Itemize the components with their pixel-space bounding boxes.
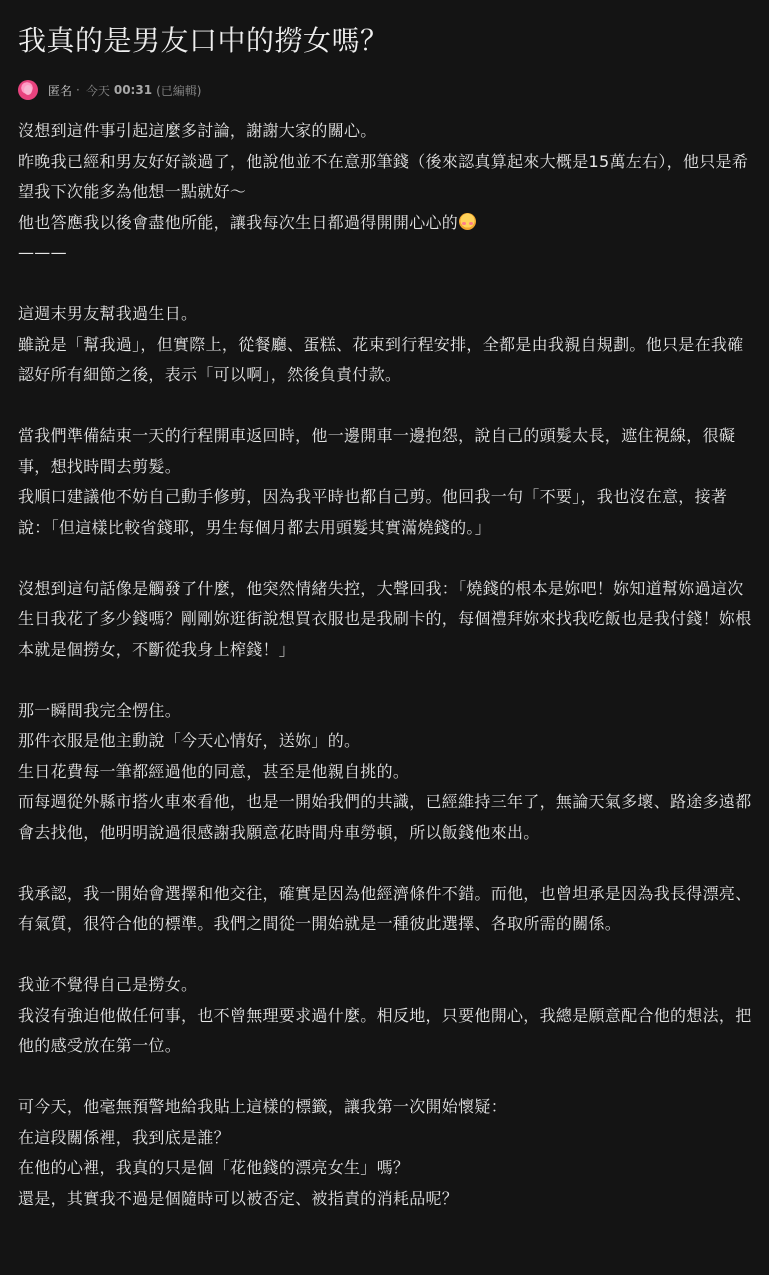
content-paragraph: 那一瞬間我完全愣住。 <box>18 700 182 720</box>
post-date: 今天 <box>85 83 110 98</box>
content-paragraph: 在他的心裡，我真的只是個「花他錢的漂亮女生」嗎？ <box>18 1158 410 1177</box>
meta-separator: · <box>76 83 80 97</box>
avatar[interactable] <box>18 80 38 100</box>
edited-label: (已編輯) <box>156 83 202 98</box>
content-paragraph: 沒想到這件事引起這麼多討論，謝謝大家的關心。 <box>18 121 377 140</box>
content-paragraph: 我順口建議他不妨自己動手修剪，因為我平時也都自己剪。他回我一句「不要」，我也沒在意，接著說：「但這樣比較省錢耶，男生每個月都去用頭髮其實滿燒錢的。」 <box>18 487 728 537</box>
content-paragraph: 他也答應我以後會盡他所能，讓我每次生日都過得開開心心的 <box>18 208 755 239</box>
content-paragraph: 可今天，他毫無預警地給我貼上這樣的標籤，讓我第一次開始懷疑： <box>18 1097 508 1116</box>
paragraph-spacer <box>18 940 755 971</box>
paragraph-spacer <box>18 1062 755 1093</box>
paragraph-spacer <box>18 391 755 422</box>
content-paragraph: 還是，其實我不過是個隨時可以被否定、被指責的消耗品呢？ <box>18 1188 459 1208</box>
smiling-face-with-hearts-icon <box>459 213 476 230</box>
content-paragraph: 這週末男友幫我過生日。 <box>18 304 198 323</box>
avatar-face-icon <box>24 85 32 95</box>
content-paragraph: 在這段關係裡，我到底是誰？ <box>18 1127 230 1147</box>
content-paragraph: 我沒有強迫他做任何事，也不曾無理要求過什麼。相反地，只要他開心，我總是願意配合他的想法，把他的感受放在第一位。 <box>18 1005 752 1055</box>
author-name[interactable]: 匿名 <box>48 83 73 98</box>
post-meta <box>18 78 755 102</box>
paragraph-spacer <box>18 665 755 696</box>
paragraph-spacer <box>18 543 755 574</box>
post-time: 00:31 <box>113 83 153 97</box>
content-paragraph: 雖說是「幫我過」，但實際上，從餐廳、蛋糕、花束到行程安排，全都是由我親自規劃。他只是在我確認好所有細節之後，表示「可以啊」，然後負責付款。 <box>18 334 744 384</box>
content-paragraph: 生日花費每一筆都經過他的同意，甚至是他親自挑的。 <box>18 761 410 781</box>
content-paragraph: 而每週從外縣市搭火車來看他，也是一開始我們的共識，已經維持三年了，無論天氣多壞、路途多遠都會去找他，他明明說過很感謝我願意花時間舟車勞頓，所以飯錢他來出。 <box>18 792 752 842</box>
paragraph-spacer <box>18 269 755 300</box>
post-content <box>18 116 755 1214</box>
content-paragraph: 我承認，我一開始會選擇和他交往，確實是因為他經濟條件不錯。而他，也曾坦承是因為我長得漂亮、有氣質，很符合他的標準。我們之間從一開始就是一種彼此選擇、各取所需的關係。 <box>18 883 752 933</box>
content-paragraph: 當我們準備結束一天的行程開車返回時，他一邊開車一邊抱怨，說自己的頭髮太長，遮住視線，很礙事，想找時間去剪髮。 <box>18 426 736 476</box>
paragraph-spacer <box>18 848 755 879</box>
content-paragraph: 昨晚我已經和男友好好談過了，他說他並不在意那筆錢（後來認真算起來大概是15萬左右），他只是希望我下次能多為他想一點就好～ <box>18 151 749 201</box>
content-paragraph: 那件衣服是他主動說「今天心情好，送妳」的。 <box>18 731 361 750</box>
content-paragraph: 我並不覺得自己是撈女。 <box>18 975 198 994</box>
content-paragraph: 沒想到這句話像是觸發了什麼，他突然情緒失控，大聲回我：「燒錢的根本是妳吧！妳知道幫妳過這次生日我花了多少錢嗎？剛剛妳逛街說想買衣服也是我刷卡的，每個禮拜妳來找我吃飯也是我付錢！妳根本就是個撈女，不斷從我身上榨錢！」 <box>18 578 752 659</box>
post-title: 我真的是男友口中的撈女嗎？ <box>18 24 389 57</box>
content-paragraph: ——— <box>18 243 67 262</box>
